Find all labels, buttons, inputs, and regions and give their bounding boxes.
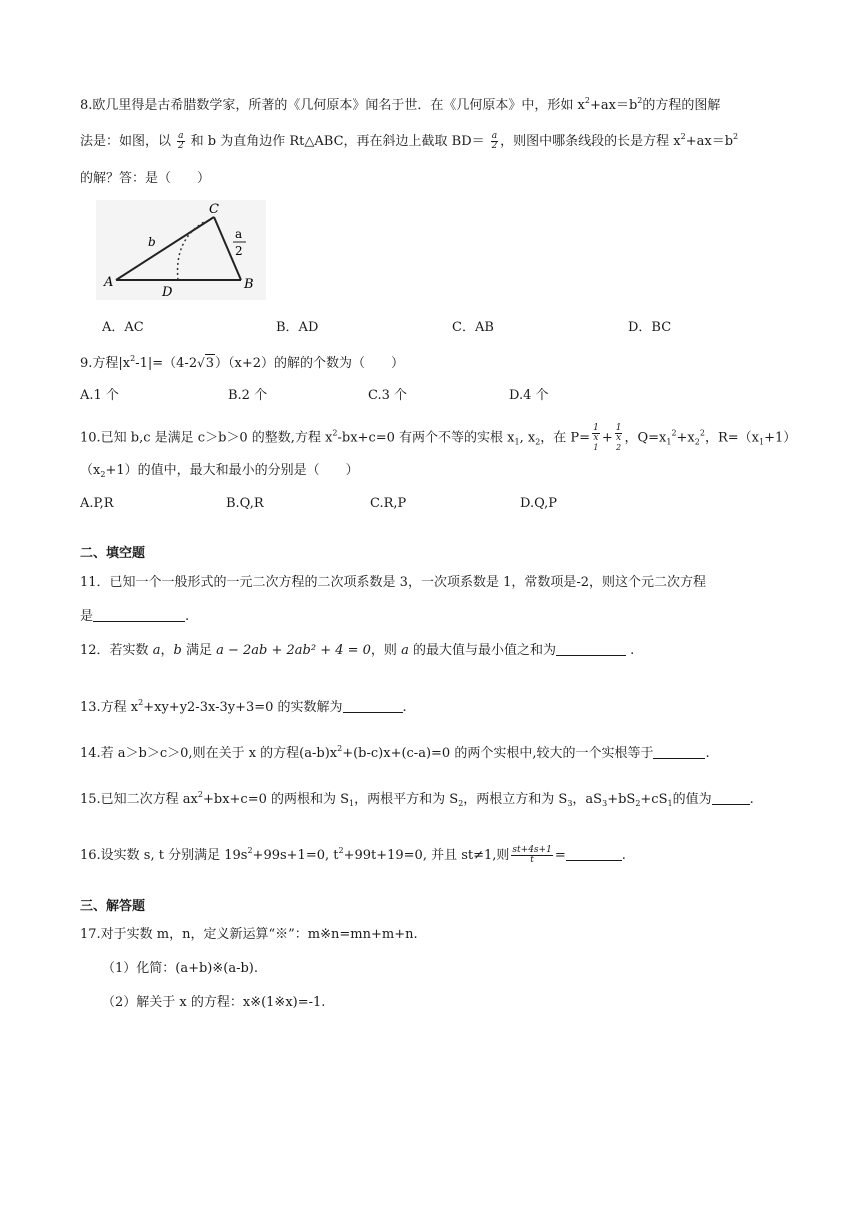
q9-option-d[interactable]: D.4 个 [509, 388, 549, 403]
answer-blank[interactable] [566, 848, 622, 861]
q10-option-a[interactable]: A.P,R [80, 496, 114, 511]
q8-line3: 的解？答：是（ ） [80, 171, 211, 186]
q9-line: 9.方程$|x^2-1|=(4-2√3)(x+2)$的解的个数为（ ） [80, 354, 405, 371]
fraction-a-over-2: $\frac{a}{2}$ [177, 131, 184, 151]
q10-option-b[interactable]: B.Q,R [226, 496, 264, 511]
q17-part2: （2）解关于 x 的方程：x※(1※x)=-1. [102, 995, 326, 1010]
label-b: B [244, 277, 254, 292]
q10-line1: 10.已知 b,c 是满足 c＞b＞0 的整数,方程 $x^2-bx+c=0$ 有两个不等的实根 $x_1$, $x_2$，在 P= 1 x 1 + 1 x 2 ，$Q=x_1^2+x_2^2$，$R=(x_1+1)$ [80, 423, 797, 452]
label-a-half-num: a [235, 227, 243, 241]
q8-line1: 8.欧几里得是古希腊数学家，所著的《几何原本》闻名于世．在《几何原本》中，形如 $x^2+ax=b^2$的方程的图解 [80, 96, 721, 113]
q9-option-a[interactable]: A.1 个 [80, 388, 119, 403]
section-solve-heading: 三、解答题 [80, 899, 146, 914]
q16-line: 16.设实数 s, t 分别满足 $19s^2+99s+1=0$, $t^2+99t+19=0$, 并且 st≠1,则 $\frac{st+4s+1}{t}$ = . [80, 845, 626, 865]
q10-option-d[interactable]: D.Q,P [520, 496, 557, 511]
label-c: C [209, 202, 219, 217]
q17-part1: （1）化简：(a+b)※(a-b). [102, 961, 259, 976]
q9-option-b[interactable]: B.2 个 [228, 388, 268, 403]
q10-option-c[interactable]: C.R,P [370, 496, 407, 511]
q12-line: 12．若实数 a，b 满足 a − 2ab + 2ab² + 4 = 0，则 a 的最大值与最小值之和为 . [80, 643, 635, 658]
label-a: A [104, 275, 114, 290]
fraction-a-over-2: $\frac{a}{2}$ [491, 131, 498, 151]
answer-blank[interactable] [712, 792, 750, 805]
q11-line2: 是 . [80, 609, 190, 624]
section-fill-blank-heading: 二、填空题 [80, 546, 146, 561]
answer-blank[interactable] [556, 643, 626, 656]
triangle-figure [96, 200, 266, 300]
answer-blank[interactable] [653, 746, 705, 759]
label-a-half-den: 2 [235, 244, 243, 258]
answer-blank[interactable] [343, 700, 403, 713]
label-b-side: b [148, 235, 156, 249]
q14-line: 14.若 a＞b＞c＞0,则在关于 x 的方程$(a-b)x^2+(b-c)x+(c-a)=0$ 的两个实根中,较大的一个实根等于 . [80, 744, 710, 761]
q15-line: 15.已知二次方程 $ax^2+bx+c=0$ 的两根和为 $S_1$，两根平方和为 $S_2$，两根立方和为 $S_3$，$aS_3+bS_2+cS_1$的值为 . [80, 790, 754, 808]
q8-option-d[interactable]: D．BC [628, 320, 672, 335]
label-d: D [162, 285, 173, 300]
q13-line: 13.方程 $x^2+xy+y2-3x-3y+3=0$ 的实数解为 . [80, 698, 407, 715]
q11-line1: 11．已知一个一般形式的一元二次方程的二次项系数是 3，一次项系数是 1，常数项是-2，则这个元二次方程 [80, 575, 707, 590]
q9-option-c[interactable]: C.3 个 [368, 388, 408, 403]
q10-line2: $(x_2+1)$的值中，最大和最小的分别是（ ） [80, 463, 359, 479]
answer-blank[interactable] [93, 609, 185, 622]
q8-option-b[interactable]: B．AD [276, 320, 319, 335]
q17-line1: 17.对于实数 m，n，定义新运算“※”：m※n=mn+m+n. [80, 927, 418, 942]
q8-line2: 法是：如图，以 $\frac{a}{2}$ 和 b 为直角边作 Rt△ABC，再在斜边上截取 BD＝ $\frac{a}{2}$ ，则图中哪条线段的长是方程 $x^2+ax=b^2$ [80, 131, 739, 151]
q8-option-a[interactable]: A．AC [102, 320, 144, 335]
q8-option-c[interactable]: C．AB [452, 320, 494, 335]
